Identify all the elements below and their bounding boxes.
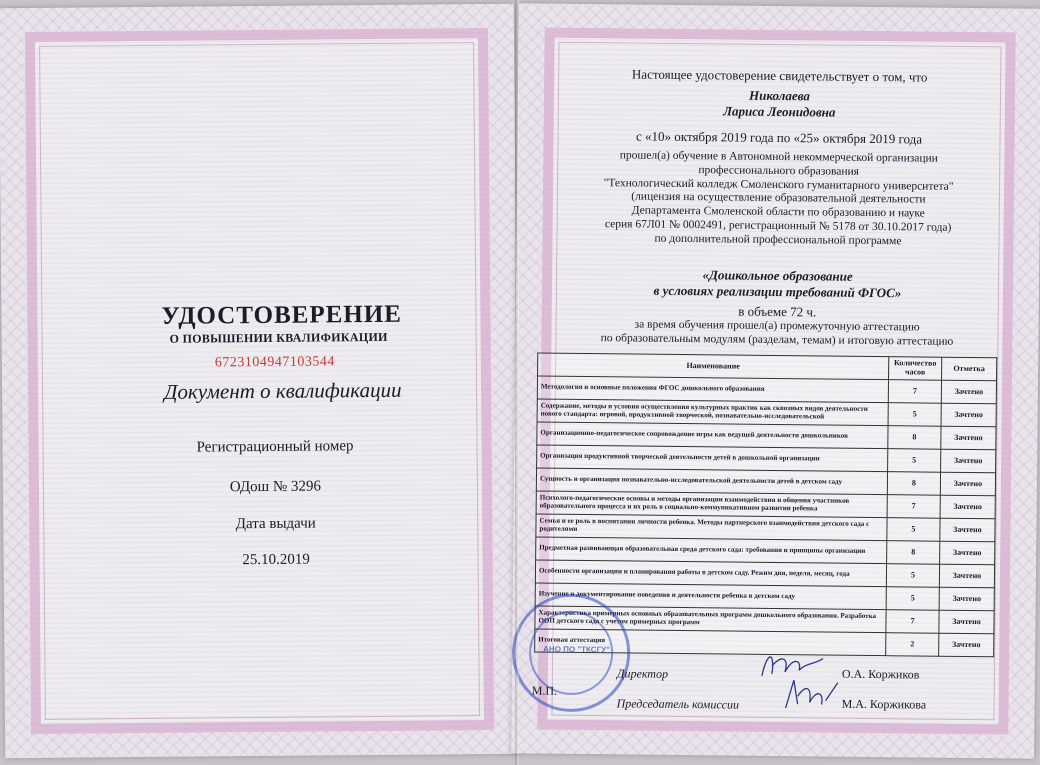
org-line: по дополнительной профессиональной программе <box>654 232 902 248</box>
module-name: Особенности организации и планирования работы в детском саду. Режим дня, неделя, месяц, года <box>535 560 886 587</box>
org-line: Департамента Смоленской области по образованию и науке <box>631 204 925 220</box>
commission-chair-name: М.А. Коржикова <box>841 696 927 712</box>
program-line: в условиях реализации требований ФГОС» <box>653 282 902 300</box>
certificate-subtitle: О ПОВЫШЕНИИ КВАЛИФИКАЦИИ <box>169 329 388 346</box>
module-mark: Зачтено <box>939 564 994 588</box>
org-line: "Технологический колледж Смоленского гуманитарного университета" <box>603 176 954 193</box>
module-name: Методология и основные положения ФГОС дошкольного образования <box>537 376 888 403</box>
study-period: с «10» октября 2019 года по «25» октября 2019 года <box>635 128 923 147</box>
module-name: Предметная развивающая образовательная среда детского сада: требования и принципы организации <box>536 537 887 564</box>
program-title <box>546 266 1009 302</box>
col-header-mark: Отметка <box>942 357 997 381</box>
left-page <box>0 4 520 758</box>
org-line: серия 67Л01 № 0002491, регистрационный № 5178 от 30.10.2017 года) <box>604 218 952 234</box>
organization-block <box>546 149 1010 250</box>
module-mark: Зачтено <box>941 426 996 450</box>
document-type: Документ о квалификации <box>163 377 402 404</box>
right-page <box>511 3 1040 758</box>
attestation-line: по образовательным модулям (разделам, темам) и итоговую аттестацию <box>600 331 954 348</box>
module-hours: 5 <box>888 403 941 427</box>
module-name: Организационно-педагогическое сопровождение игры как ведущей деятельности дошкольников <box>537 422 888 449</box>
module-hours: 8 <box>887 472 940 496</box>
program-volume: в объеме 72 ч. <box>738 303 817 320</box>
col-header-hours: Количество часов <box>889 357 942 381</box>
attestation-line: за время обучения прошел(а) промежуточную аттестацию <box>634 318 920 334</box>
module-hours: 8 <box>887 541 940 565</box>
module-name: Семья и ее роль в воспитании личности ребенка. Методы партнерского взаимодействия детского сада с родителями <box>536 514 887 541</box>
module-mark: Зачтено <box>941 403 996 427</box>
intro-text: Настоящее удостоверение свидетельствует о том, что <box>631 66 928 85</box>
module-name: Организация продуктивной творческой деятельности детей в дошкольной организации <box>537 445 888 472</box>
commission-chair-label: Председатель комиссии <box>616 696 740 712</box>
module-hours: 7 <box>886 610 939 634</box>
module-name: Психолого-педагогические основы и методы организации взаимодействия и общения участников образовательного процесса и их роль в социально-коммуникативном развитии ребенка <box>536 491 887 518</box>
director-name: О.А. Коржиков <box>841 666 920 682</box>
module-hours: 5 <box>886 564 939 588</box>
registration-number: ОДош № 3296 <box>229 478 322 496</box>
module-hours: 8 <box>888 426 941 450</box>
org-line: (лицензия на осуществление образовательной деятельности <box>631 190 926 206</box>
certificate-title: УДОСТОВЕРЕНИЕ <box>161 300 403 330</box>
module-mark: Зачтено <box>941 380 996 404</box>
module-mark: Зачтено <box>940 472 995 496</box>
module-hours: 2 <box>886 633 939 657</box>
org-line: прошел(а) обучение в Автономной некоммерческой организации <box>619 149 938 165</box>
book-spine <box>515 0 519 765</box>
stamp-text: АНО ПО "ТКСГУ" <box>543 644 610 655</box>
holder-surname: Николаева <box>749 87 810 104</box>
module-mark: Зачтено <box>939 610 994 634</box>
module-name: Изучение и документирование поведения и деятельности ребенка в детском саду <box>535 583 886 610</box>
seal-label: М.П. <box>531 683 558 698</box>
module-mark: Зачтено <box>941 449 996 473</box>
program-line: «Дошкольное образование <box>702 267 853 284</box>
serial-number: 6723104947103544 <box>214 354 335 371</box>
module-mark: Зачтено <box>939 633 994 657</box>
issue-date-label: Дата выдачи <box>235 515 316 533</box>
module-hours: 5 <box>888 449 941 473</box>
chair-signature <box>782 674 842 715</box>
module-name: Сущность и организация познавательно-исследовательской деятельности детей в детском саду <box>536 468 887 495</box>
attestation-text <box>545 318 1008 350</box>
module-mark: Зачтено <box>939 587 994 611</box>
col-header-name: Наименование <box>538 353 889 380</box>
module-mark: Зачтено <box>940 495 995 519</box>
registration-label: Регистрационный номер <box>196 438 354 456</box>
org-line: профессионального образования <box>698 163 860 178</box>
module-name: Итоговая аттестация <box>535 629 886 656</box>
module-mark: Зачтено <box>940 518 995 542</box>
module-hours: 7 <box>887 495 940 519</box>
module-hours: 5 <box>886 587 939 611</box>
issue-date: 25.10.2019 <box>242 551 310 569</box>
director-label: Директор <box>616 666 669 681</box>
module-mark: Зачтено <box>940 541 995 565</box>
holder-name: Лариса Леонидовна <box>723 103 836 120</box>
module-hours: 7 <box>888 380 941 404</box>
module-name: Характеристика примерных основных образовательных программ дошкольного образования. Разработка ООП детского сада с учетом примерных программ <box>535 606 886 633</box>
module-hours: 5 <box>887 518 940 542</box>
organization-stamp <box>512 593 631 712</box>
module-name: Содержание, методы и условия осуществления культурных практик как сквозных видов деятельности нового стандарта: игровой, продуктивной творческой, познавательно-исследовательской <box>537 399 888 426</box>
